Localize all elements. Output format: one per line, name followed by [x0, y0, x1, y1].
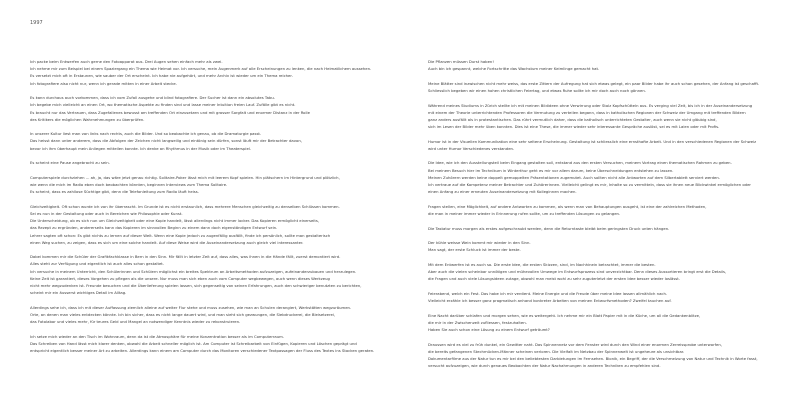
paragraph — [30, 203, 385, 246]
paragraph — [428, 80, 783, 94]
text-line: Es braucht nur das Vertrauen, dass Zugefallenes bewusst am treffenden Ort einzusetzen und mit grosser Sorgfalt und enormer Distanz in der Rolle — [30, 109, 310, 115]
text-line: Ich fotografiere also nicht nur, wenn ich gerade mitten in einer Arbeit stecke. — [30, 80, 177, 86]
text-line: Keine Zeit ist garantiert, dieses Vorgehen zu pflegen als die unsere. Nur muss man sich eben auch vom Computer wegbewegen, auch wenn dieses Werkzeug — [30, 275, 330, 281]
paragraph — [30, 130, 385, 152]
text-line: Ich vertraue auf die Kompetenz meiner Betrachter und Zuhörerinnen. Vielleicht gelingt es mir, Inhalte so zu vermitteln, dass sie ihnen neue Blickwinkel ermöglichen oder — [428, 182, 751, 187]
text-line: Es kann durchaus auch vorkommen, dass ich vom Zufall ausgehe und blind fotografiere. Der Sucher ist dann ein absolutes Tabu. — [30, 95, 275, 101]
text-line: Haben Sie auch schon eine Lösung zu einem Entwurf geträumt? — [428, 326, 550, 332]
text-line: nicht mehr wegzudenken ist. Freunde besuchen und die Überlieferung spielen lassen, sich gegenseitig von seinen Erfahrungen, auch den schwieriger benutzten zu berichten, — [30, 283, 362, 289]
paragraph — [428, 102, 783, 131]
text-line: Dabei kommen mir die Schüler der Grafikfachklasse in Bern in den Sinn. Mir fällt in letzter Zeit auf, dass alles, was ihnen in die Hände fällt, zuerst demontiert wird. — [30, 254, 341, 260]
text-line: mit einem der Theorie unterrichtenden Professoren die Vermutung zu verteilen begann, dass in katholischen Regionen der Schweiz der Umgang mit treffenden Bildern — [428, 109, 746, 115]
text-line: Bei meinem Besuch hier im Technikum in Winterthur geht es mir vor allem darum, keine Überschneidungen entstehen zu lassen. — [428, 167, 674, 173]
text-line: wie wenn die mich im Radio eben doch beobachten könnten, beginnen Interviews zum Thema Solitaire. — [30, 182, 228, 187]
paragraph — [428, 138, 783, 152]
paragraph — [428, 312, 783, 334]
text-line: Mit dem Entwerfen ist es auch so. Die erste Idee, die ersten Skizzen, sind, im Nachhinein betrachtet, immer die besten. — [428, 261, 656, 267]
text-line: Vielleicht erzähle ich besser ganz pragmatisch anhand konkreter Arbeiten von meinen Entwurfsmethoden? Zweifel tauchen auf. — [428, 298, 672, 304]
text-line: die man in meiner immer wieder in Erinnerung rufen sollte, um zu treffenden Lösungen zu gelangen. — [428, 210, 621, 216]
text-line: Auch bin ich gespannt, welche Fortschritte das Wachstum meiner Keimlinge gemacht hat. — [428, 66, 600, 72]
text-line: Eine Nacht darüber schlafen und morgen sehen, wie es weitergeht. Ich nehme mir ein Blatt Papier mit in die Küche, um all die Gedankenblitze, — [428, 312, 701, 318]
text-line: wird unter Humor Verschiedenes verstanden. — [428, 145, 515, 151]
text-line: Ich begebe mich vielleicht an einen Ort, wo thematische Aspekte zu finden sind und lasse meiner Intuition freien Lauf. Zufälle gibt es nicht. — [30, 102, 296, 108]
text-line: Das Schreiben von Hand lässt mich klarer denken, obwohl die Arbeit schneller möglich ist. Am Computer ist Schreibarbeit von Einfügen, Kopieren und Löschen geprägt und — [30, 340, 357, 346]
text-line: Aber auch die vielen scheinbar unnötigen und mühevollen Umwege im Entwurfsprozess sind unverzichtbar. Denn dieses Aussortieren bringt erst die Details, — [428, 269, 727, 275]
text-line: Es versetzt mich oft in Erstaunen, wie sauber der Ort erscheint. Ich habe nie aufgehört, und mehr Archiv ist wieder um ein Thema reicher. — [30, 73, 293, 79]
text-line: Die Tastatur muss morgen als erstes aufgeschraubt werden, denn die Returntaste bleibt beim geringsten Druck unten hängen. — [428, 225, 670, 231]
text-line: des Kritikers die möglichen Wahrnehmungen zu überprüfen. — [30, 116, 145, 122]
text-line: versucht aufzuzeigen, wie durch genaues Beobachten der Natur Nachahmungen in anderen Techniken zu empfehlen sind. — [428, 363, 661, 369]
text-line: Orte, an denen man vieles entdecken könnte. Ich bin sicher, dass es nicht lange dauert wird, und man sieht sich gezwungen, die Siebdruckerei, die Bleisetzerei, — [30, 311, 336, 317]
text-line: Allerdings sehe ich, dass ich mit dieser Auffassung ziemlich alleine auf weiter Flur stehe und muss zusehen, wie man an Schulen derangiert, Werkstätten wegzuräumen. — [30, 304, 352, 310]
paragraph — [30, 253, 385, 296]
paragraph — [428, 239, 783, 253]
paragraph — [428, 58, 783, 72]
text-line: einen Weg suchen, zu zeigen, dass es sich um eine solche handelt. Auf diese Weise wird die Auseinandersetzung auch gleich viel interessanter. — [30, 239, 304, 245]
text-line: Sei es nun in der Gestaltung oder auch in Bereichen wie Philosophie oder Kunst. — [30, 210, 183, 216]
paragraph — [30, 159, 385, 166]
paragraph — [428, 341, 783, 370]
text-line: Computerspiele durchziehen ... ah, ja, das wäre jetzt genau richtig. Solitaire-Poker lässt mich mit leerem Kopf spielen. Hin plätschern im Hintergrund und plötzlich, — [30, 174, 340, 180]
page-header-year: 1997 — [30, 20, 43, 26]
right-text-column — [428, 58, 783, 377]
text-line: entspricht eigentlich besser meiner Art zu arbeiten. Allerdings kann einem am Computer durch das Monitoren verschiedener Textpassagen der Fluss des Textes ins Stocken geraten. — [30, 348, 375, 354]
text-line: Ich packe beim Entwerfen auch gerne den Fotoapparat aus. Drei Augen sehen einfach mehr als zwei. — [30, 59, 223, 64]
paragraph — [30, 333, 385, 355]
text-line: Fragen stellen, eine Möglichkeit, auf andere Antworten zu kommen, als wenn man von Behauptungen ausgeht, ist eine der zahlreichen Methoden, — [428, 203, 707, 209]
paragraph — [428, 225, 783, 232]
paragraph — [30, 94, 385, 123]
text-line: ganz anders ausfällt als in protestantischen. Das rührt vermutlich daher, dass die katholisch unterrichteten Gestalter, auch wenn sie nicht gläubig sind, — [428, 116, 717, 122]
text-line: bevor ich ihm überhaupt mein Anliegen mitteilen konnte. Ich denke an Rhythmus in der Musik oder im Theaterspiel. — [30, 145, 252, 151]
text-line: In unserer Kultur liest man von links nach rechts, auch die Bilder. Und so beobachte ich genau, ob die Dramaturgie passt. — [30, 131, 262, 137]
text-line: die Fragen und auch viele Lösungsideen zutage, obwohl man meist wohl zu sehr zuguterletzt der ersten Idee besser wieder loslässt. — [428, 276, 680, 282]
text-line: Alles steht zur Verfügung und eigentlich ist auch alles schon gestaltet. — [30, 261, 164, 267]
text-line: Es scheint eine Pause angebracht zu sein. — [30, 160, 110, 166]
text-line: sich im Lesen der Bilder mehr üben konnten. Dies ist eine These, die immer wieder sehr interessante Gespräche auslöst, sei es mit Laien oder mit Profis. — [428, 124, 720, 130]
left-text-column — [30, 58, 385, 362]
text-line: Die Unterscheidung, ob es sich nun um Gleichzeitigkeit oder eine Kopie handelt, lässt allerdings nicht immer locker. Das Kopieren ermöglicht einerseits, — [30, 218, 320, 224]
text-line: das Rezept zu ergründen, andererseits kann das Kopieren im sinnvollen Beginn zu einem dann doch eigenständigen Entwurf sein. — [30, 225, 278, 231]
right-page — [400, 0, 800, 400]
text-line: Während meines Studiums in Zürich stellte ich mit meinen Bildideen ohne Verwirrung oder Stolz Kopfschütteln aus. Es verging viel Zeit, bis ich in der Auseinandersetzung — [428, 102, 753, 108]
paragraph — [428, 159, 783, 195]
text-line: das Fotolabor und vieles mehr, für teures Geld und Mangel an notwendiger Kenntnis wieder zu rekonstruieren. — [30, 319, 241, 325]
text-line: scheint mir ein äusserst wichtiges Detail im Alltag. — [30, 290, 127, 296]
paragraph — [428, 261, 783, 283]
text-line: Meine Blätter sind inzwischen nicht mehr weiss, das erste Zittern der Aufregung hat sich etwas gelegt, ein paar Bilder habe ihr auch schon gesehen, der Anfang ist geschafft. — [428, 80, 760, 86]
text-line: Meinen Zuhörern werden keine doppelt gemoppelten Präsentationen zugemutet. Auch sollten nicht alle Antworten auf dem Silbertablett serviert werden. — [428, 174, 721, 180]
text-line: Die Idee, wie ich den Ausstellungsteil beim Eingang gestalten soll, entstand aus den ersten Versuchen, meinem Vortrag einen thematischen Rahmen zu geben. — [428, 160, 732, 166]
text-line: Die Pflanzen müssen Durst haben! — [428, 59, 494, 64]
text-line: Ich versuche in meinem Unterricht, den Schülerinnen und Schülern möglichst ein breites Spektrum an Arbeitsmethoden aufzuzeigen, aufeinanderzubauen und herzulegen. — [30, 268, 357, 274]
text-line: Es scheint, dass es zahllose Süchtige gibt, denn die Telefonleitung zum Radio läuft heiss. — [30, 189, 199, 195]
text-line: Dokumentarfilme aus der Natur tun es mir bei den beliebtesten Darbietungen im Fernsehen. Bionik, ein Begriff, der die Verschmelzung von Natur und Technik in Worte fasst, — [428, 355, 758, 361]
text-line: Humor ist in der Visuellen Kommunikation eine sehr seltene Erscheinung. Gestaltung ist schliesslich eine ernsthafte Arbeit. Und in den verschiedenen Regionen der Schweiz — [428, 138, 757, 144]
text-line: Ich nehme mir zum Beispiel bei einem Spaziergang ein Thema wie Heimat vor. Ich versuche, mein Augenmerk auf alle Erscheinungen zu lenken, die nach Heimatlichem aussehen. — [30, 66, 372, 72]
paragraph — [30, 58, 385, 87]
text-line: Man sagt, der erste Schluck ist immer der beste. — [428, 247, 521, 253]
text-line: die bereits gefangenen Stechmücken-Männer scheinen verloren. Die Vielfalt im Netzbau der Spinnenwelt ist ungeheure als unsichtbar. — [428, 348, 685, 354]
text-line: Draussen wird es viel zu früh dunkel, ein Gewitter naht. Das Spinnennetz vor dem Fenster wird durch den Wind einer enormen Zerreissprobe unterworfen, — [428, 341, 722, 347]
text-line: Lehrer sagten oft schon: Es gibt nichts zu lernen auf dieser Welt. Wenn eine Kopie jedoch zu augenfällig ausfällt, finde ich persönlich, sollte man gestalterisch — [30, 232, 331, 238]
paragraph — [30, 304, 385, 326]
text-line: die mir in der Zwischenzeit zufliessen, festzuhalten. — [428, 319, 527, 325]
text-line: Gleichzeitigkeit. Oft schon wurde ich von ihr überrascht. Im Grunde ist es nicht erstaunlich, dass mehrere Menschen gleichzeitig zu denselben Schlüssen kommen. — [30, 203, 340, 209]
text-line: einen Anfang zu einer erneuten Auseinandersetzung mit Kolleginnen machen. — [428, 189, 577, 195]
text-line: Der kühle weisse Wein kommt mir wieder in den Sinn. — [428, 240, 531, 246]
paragraph — [428, 203, 783, 217]
paragraph — [30, 174, 385, 196]
text-line: Feierabend, welch ein Fest. Das habe ich mir verdient. Meine Energie und die Freude über meine Idee lassen allmählich nach. — [428, 290, 668, 296]
paragraph — [428, 290, 783, 304]
text-line: Ich setze mich wieder an den Tisch im Wohnraum, denn da ist die Atmosphäre für meine Konzentration besser als im Computerraum. — [30, 333, 285, 339]
text-line: Schliesslich begeben wir einen hohen christlichen Feiertag, und etwas Ruhe sollte ich mir doch auch noch gönnen. — [428, 87, 646, 93]
text-line: Das heisst dann unter anderem, dass die Abfolgen der Zeichen nicht langweilig und eintönig sein dürfen, sonst läuft mir der Betrachter davon, — [30, 138, 302, 144]
